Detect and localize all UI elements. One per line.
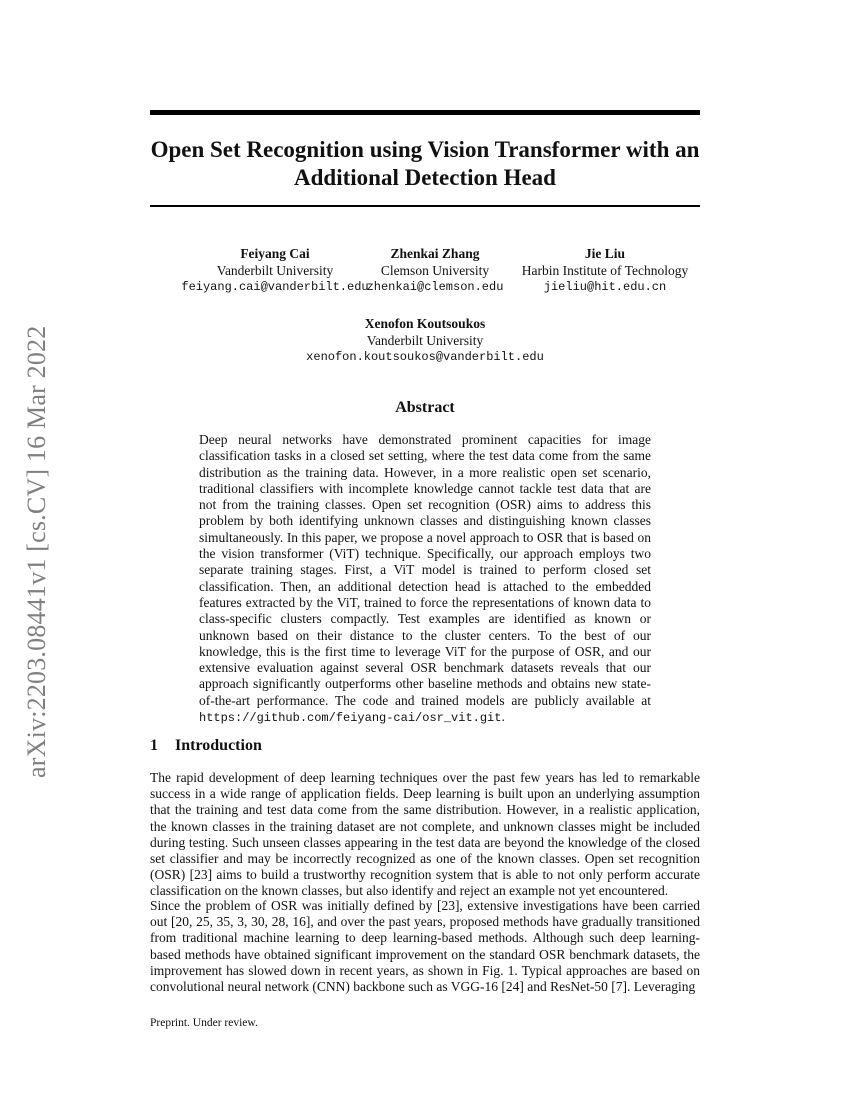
paragraph: The rapid development of deep learning techniques over the past few years has led to remarkable success in a wide range of application fields. Deep learning is built upon an underlying assumption that the training and test data come from the same distribution. However, in a realistic application, the known classes in the training dataset are not complete, and unknown classes might be included during testing. Such unseen classes appearing in the test data are beyond the knowledge of the closed set classifier and may be incorrectly recognized as one of the known classes. Open set recognition (OSR) [23] aims to build a trustworthy recognition system that is able to not only perform accurate classification on the known classes, but also identify and reject an example not yet encountered.: [150, 770, 700, 899]
footer-note: Preprint. Under review.: [150, 1017, 258, 1029]
arxiv-stamp: arXiv:2203.08441v1 [cs.CV] 16 Mar 2022: [22, 325, 51, 778]
paragraph: Since the problem of OSR was initially defined by [23], extensive investigations have been carried out [20, 25, 35, 3, 30, 28, 16], and over the past years, proposed methods have gradually transitioned from traditional machine learning to deep learning-based methods. Although such deep learning-based methods have obtained significant improvement on the standard OSR benchmark datasets, the improvement has slowed down in recent years, as shown in Fig. 1. Typical approaches are based on convolutional neural network (CNN) backbone such as VGG-16 [24] and ResNet-50 [7]. Leveraging: [150, 898, 700, 995]
author-name: Xenofon Koutsoukos: [364, 316, 486, 331]
abstract-text: Deep neural networks have demonstrated prominent capacities for image classification tasks in a closed set setting, where the test data come from the same distribution as the training data. However, in a more realistic open set scenario, traditional classifiers with incomplete knowledge cannot tackle test data that are not from the training classes. Open set recognition (OSR) aims to address this problem by both identifying unknown classes and distinguishing known classes simultaneously. In this paper, we propose a novel approach to OSR that is based on the vision transformer (ViT) technique. Specifically, our approach employs two separate training stages. First, a ViT model is trained to perform closed set classification. Then, an additional detection head is attached to the embedded features extracted by the ViT, trained to force the representations of known data to class-specific clusters compactly. Test examples are identified as known or unknown based on their distance to the cluster centers. To the best of our knowledge, this is the first time to leverage ViT for the purpose of OSR, and our extensive evaluation against several OSR benchmark datasets reveals that our approach significantly outperforms other baseline methods and obtains new state-of-the-art performance. The code and trained models are publicly available at: [199, 432, 651, 708]
author-block: [345, 245, 525, 296]
author-name: Zhenkai Zhang: [390, 246, 480, 261]
author-block: [275, 315, 575, 366]
abstract-end: .: [501, 709, 505, 725]
author-name: Feiyang Cai: [240, 246, 310, 261]
author-affiliation: Clemson University: [380, 263, 490, 278]
paper-title: Open Set Recognition using Vision Transformer with an Additional Detection Head: [150, 137, 700, 190]
author-email: jieliu@hit.edu.cn: [543, 280, 667, 294]
section-number: 1: [150, 737, 158, 754]
author-name: Jie Liu: [584, 246, 626, 261]
author-affiliation: Vanderbilt University: [216, 263, 334, 278]
author-affiliation: Vanderbilt University: [366, 333, 484, 348]
author-email: feiyang.cai@vanderbilt.edu: [181, 280, 369, 294]
author-email: xenofon.koutsoukos@vanderbilt.edu: [306, 350, 544, 364]
abstract-body: [199, 432, 651, 726]
code-url: https://github.com/feiyang-cai/osr_vit.git: [199, 711, 502, 726]
title-top-rule: [150, 110, 700, 115]
author-email: zhenkai@clemson.edu: [366, 280, 504, 294]
author-affiliation: Harbin Institute of Technology: [521, 263, 689, 278]
section-heading: [150, 737, 262, 755]
abstract-heading: Abstract: [395, 399, 455, 416]
section-title: Introduction: [175, 737, 262, 754]
title-bottom-rule: [150, 205, 700, 207]
author-block: [505, 245, 705, 296]
